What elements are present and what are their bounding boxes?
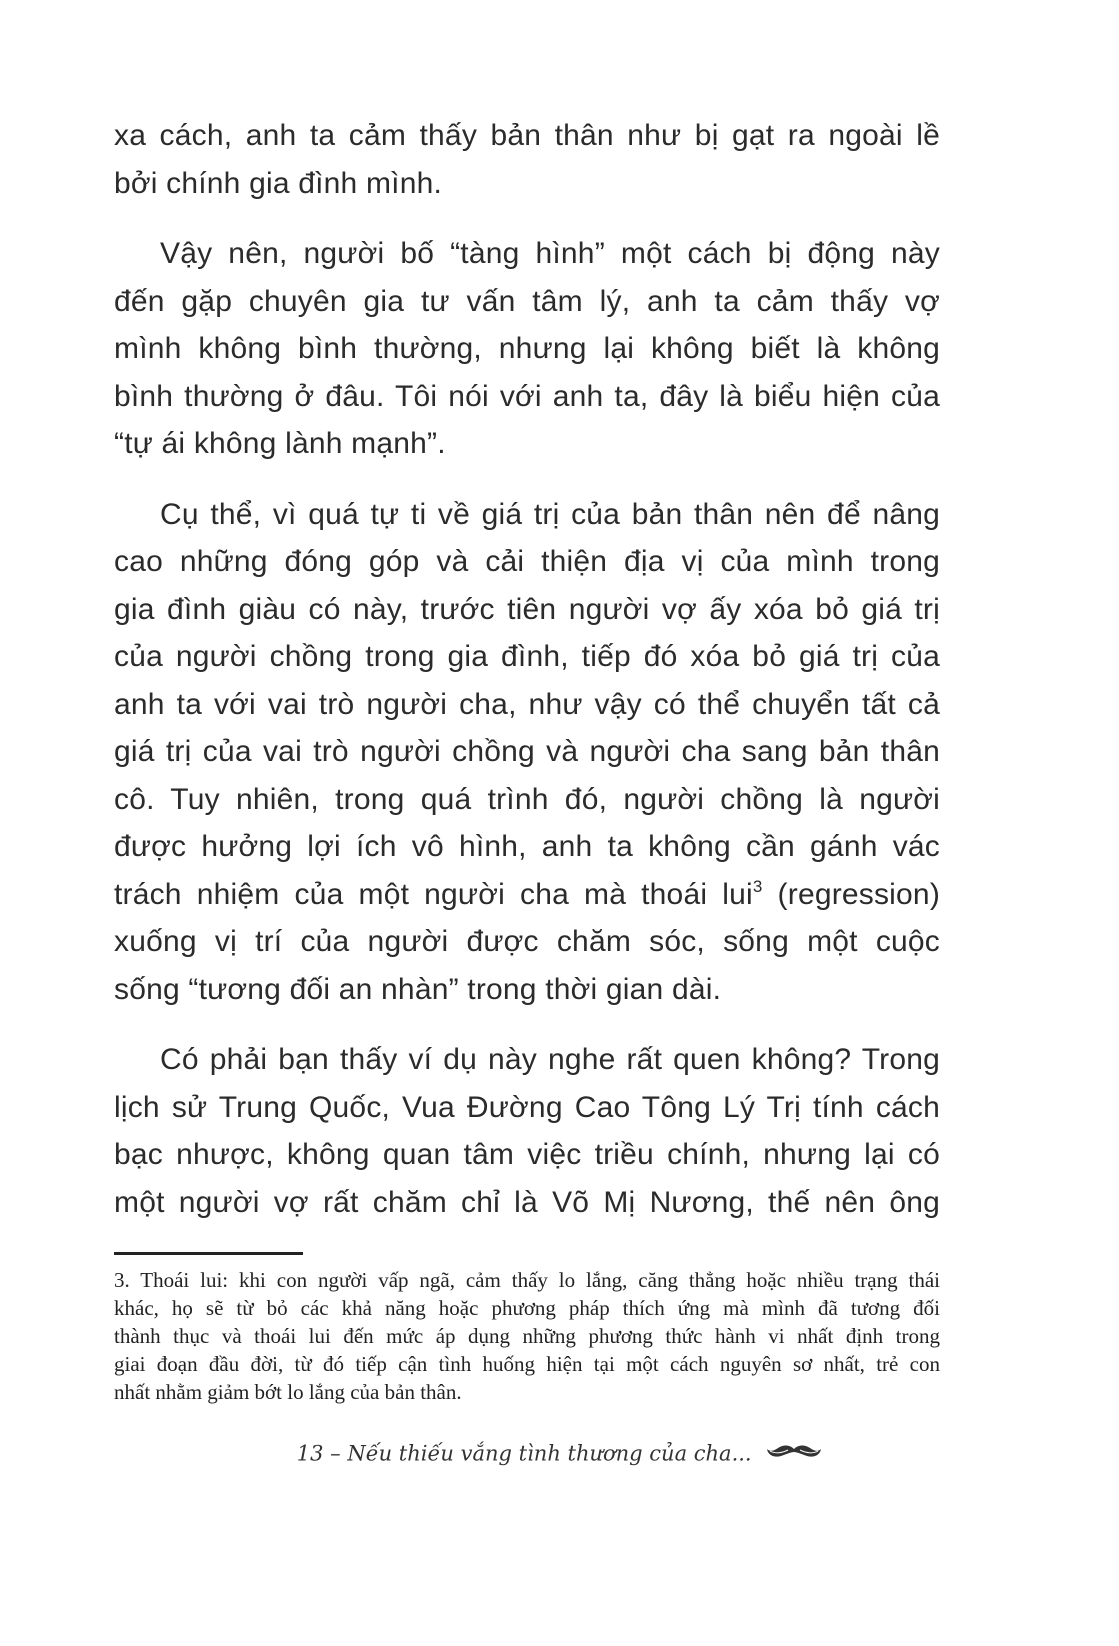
footnote-reference[interactable]: 3 <box>752 876 763 896</box>
footnote-line: thành thục và thoái lui đến mức áp dụng những phương thức hành vi nhất định trong <box>114 1324 940 1348</box>
text-line: của người chồng trong gia đình, tiếp đó xóa bỏ giá trị của <box>114 640 940 673</box>
footnote-line: giai đoạn đầu đời, từ đó tiếp cận tình huống hiện tại một cách nguyên sơ nhất, trẻ con <box>114 1352 940 1376</box>
text-line: Vậy nên, người bố “tàng hình” một cách bị động này <box>160 237 940 270</box>
page-number: 13 <box>296 1441 324 1466</box>
text-line-with-footnote <box>114 871 940 919</box>
paragraph <box>114 491 940 1014</box>
paragraph <box>114 1036 940 1226</box>
text-line: “tự ái không lành mạnh”. <box>114 427 446 460</box>
text-line: Có phải bạn thấy ví dụ này nghe rất quen không? Trong <box>160 1043 940 1076</box>
text-line: mình không bình thường, nhưng lại không biết là không <box>114 332 940 365</box>
text-line: xa cách, anh ta cảm thấy bản thân như bị gạt ra ngoài lề <box>114 119 940 152</box>
text-line: bạc nhược, không quan tâm việc triều chính, nhưng lại có <box>114 1138 940 1171</box>
text-line: sống “tương đối an nhàn” trong thời gian dài. <box>114 972 722 1006</box>
text-line: gia đình giàu có này, trước tiên người vợ ấy xóa bỏ giá trị <box>114 592 940 626</box>
text-segment: trách nhiệm của một người cha mà thoái lui <box>114 877 753 911</box>
footnote-line: nhất nhằm giảm bớt lo lắng của bản thân. <box>114 1380 462 1404</box>
footnote-line: 3. Thoái lui: khi con người vấp ngã, cảm thấy lo lắng, căng thẳng hoặc nhiều trạng thái <box>114 1268 940 1292</box>
text-line: được hưởng lợi ích vô hình, anh ta không cần gánh vác <box>114 830 940 863</box>
text-line: giá trị của vai trò người chồng và người cha sang bản thân <box>114 735 940 768</box>
text-line: anh ta với vai trò người cha, như vậy có thể chuyển tất cả <box>114 687 940 721</box>
footnote-divider <box>114 1252 303 1255</box>
footnote <box>114 1266 940 1406</box>
footnote-line: khác, họ sẽ từ bỏ các khả năng hoặc phương pháp thích ứng mà mình đã tương đối <box>114 1296 940 1320</box>
text-line: đến gặp chuyên gia tư vấn tâm lý, anh ta cảm thấy vợ <box>114 284 940 318</box>
text-segment: (regression) <box>762 877 941 911</box>
page-footer <box>0 1440 1119 1466</box>
paragraph <box>114 230 940 468</box>
text-line: lịch sử Trung Quốc, Vua Đường Cao Tông Lý Trị tính cách <box>114 1090 940 1124</box>
page-body <box>114 112 940 1226</box>
text-line: Cụ thể, vì quá tự ti về giá trị của bản thân nên để nâng <box>160 497 940 531</box>
text-line: cô. Tuy nhiên, trong quá trình đó, người chồng là người <box>114 782 940 816</box>
text-line: xuống vị trí của người được chăm sóc, sống một cuộc <box>114 925 940 958</box>
mustache-icon <box>766 1441 822 1466</box>
text-line: bình thường ở đâu. Tôi nói với anh ta, đây là biểu hiện của <box>114 379 940 413</box>
text-line: cao những đóng góp và cải thiện địa vị của mình trong <box>114 545 940 578</box>
text-line: một người vợ rất chăm chỉ là Võ Mị Nương, thế nên ông <box>114 1185 940 1219</box>
paragraph <box>114 112 940 207</box>
footer-dash: – <box>330 1441 341 1466</box>
text-line: bởi chính gia đình mình. <box>114 166 443 200</box>
running-title: Nếu thiếu vắng tình thương của cha... <box>347 1441 752 1466</box>
